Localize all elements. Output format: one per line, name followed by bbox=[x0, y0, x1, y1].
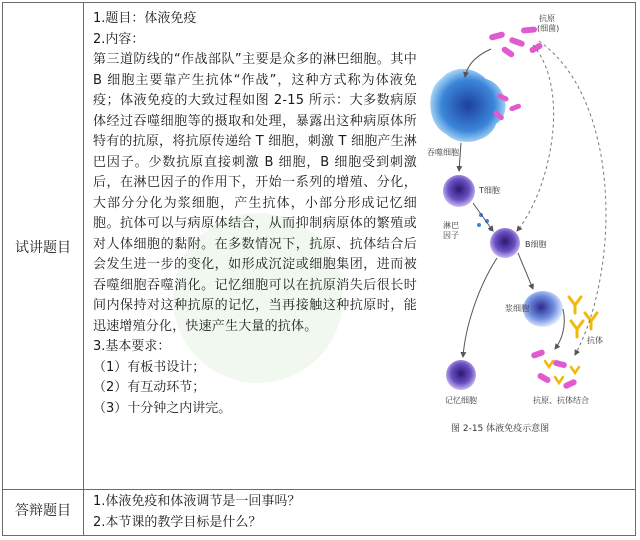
lecture-content bbox=[93, 9, 417, 419]
lecture-row-label: 试讲题目 bbox=[15, 240, 71, 256]
row-divider bbox=[3, 489, 635, 490]
plasma-cell bbox=[523, 291, 563, 327]
antibody-label: 抗体 bbox=[587, 336, 603, 345]
antigen-cluster bbox=[488, 26, 543, 58]
b-cell-label: B细胞 bbox=[525, 240, 547, 249]
t-cell bbox=[443, 175, 475, 207]
requirement-item: （3）十分钟之内讲完。 bbox=[93, 400, 232, 416]
antigen-antibody-complex bbox=[530, 349, 579, 390]
content-paragraph: 第三道防线的“作战部队”主要是众多的淋巴细胞。其中 B 细胞主要靠产生抗体“作战”，这种方式称为体液免疫；体液免疫的大致过程如图 2-15 所示：大多数病原体经过吞噬细胞等的摄取和处理，暴露出这种病原体所特有的抗原，将抗原传递给 T 细胞，刺激 T 细胞产生淋巴因子。少数抗原直接刺激 B 细胞，B 细胞受到刺激后，在淋巴因子的作用下，开始一系列的增殖、分化，大部分分化为浆细胞，产生抗体，小部分形成记忆细胞。抗体可以与病原体结合，从而抑制病原体的繁殖或对人体细胞的黏附。在多数情况下，抗原、抗体结合后会发生进一步的变化，如形成沉淀或细胞集团，进而被吞噬细胞吞噬消化。记忆细胞可以在抗原消失后很长时间内保持对这种抗原的记忆，当再接触这种抗原时，能迅速增殖分化，快速产生大量的抗体。 bbox=[93, 52, 418, 334]
column-divider bbox=[83, 3, 84, 535]
humoral-immunity-figure bbox=[421, 9, 635, 439]
b-cell bbox=[490, 228, 520, 258]
exam-table bbox=[2, 2, 636, 536]
lecture-title: 1.题目：体液免疫 bbox=[93, 11, 197, 26]
memory-label: 记忆细胞 bbox=[445, 396, 477, 405]
requirement-item: （2）有互动环节； bbox=[93, 380, 206, 395]
t-cell-label: T细胞 bbox=[479, 186, 500, 195]
defense-question: 1.体液免疫和体液调节是一回事吗？ bbox=[93, 494, 301, 509]
complex-label: 抗原、抗体结合 bbox=[533, 396, 589, 405]
phagocyte-label: 吞噬细胞 bbox=[427, 148, 459, 157]
requirements-label: 3.基本要求： bbox=[93, 339, 171, 354]
defense-question: 2.本节课的教学目标是什么？ bbox=[93, 515, 262, 530]
lymphokine-label: 淋巴因子 bbox=[443, 221, 459, 240]
memory-cell bbox=[446, 360, 476, 390]
defense-row-label: 答辩题目 bbox=[15, 503, 71, 519]
figure-caption: 图 2-15 体液免疫示意图 bbox=[451, 424, 550, 434]
plasma-label: 浆细胞 bbox=[505, 304, 529, 313]
requirement-item: （1）有板书设计； bbox=[93, 359, 206, 375]
antigen-label: 抗原 bbox=[539, 14, 555, 23]
content-label: 2.内容： bbox=[93, 31, 145, 47]
antigen-sub-label: (细菌) bbox=[537, 24, 560, 33]
phagocyte-cell bbox=[430, 69, 505, 142]
